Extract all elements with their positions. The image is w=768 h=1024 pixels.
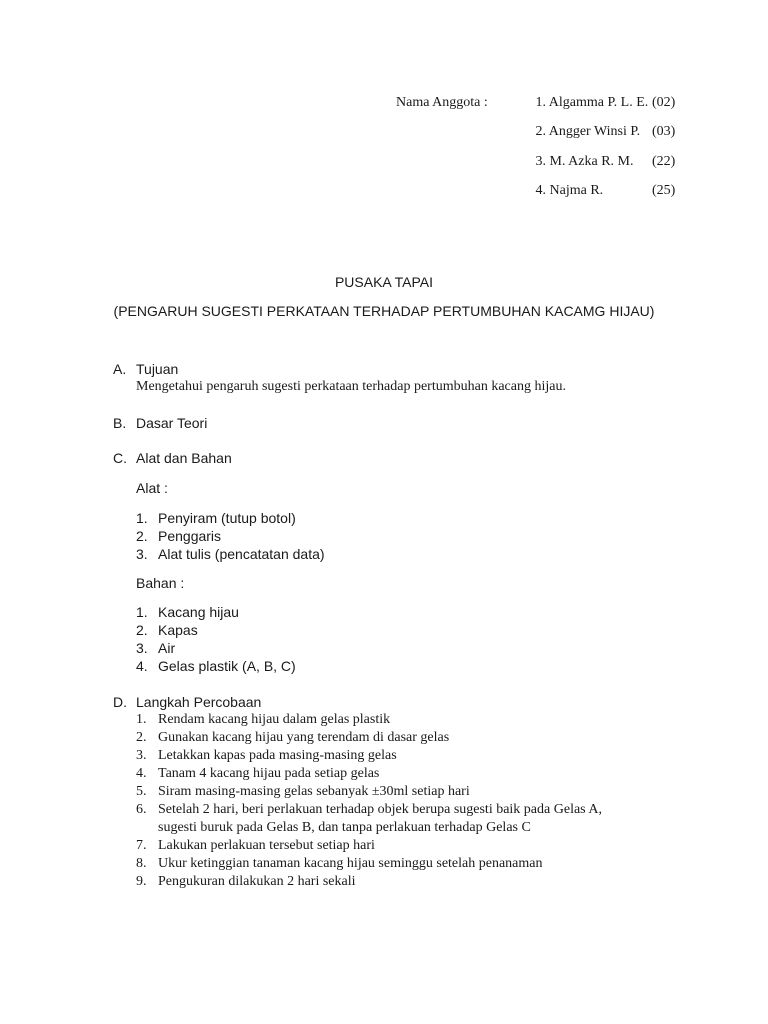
member-4 [530, 182, 603, 200]
member-number: 1. [535, 95, 546, 110]
member-2 [530, 123, 640, 141]
section-d-heading: Langkah Percobaan [136, 694, 262, 710]
member-code: (22) [652, 154, 676, 169]
member-name: M. Azka R. M. [549, 154, 634, 169]
document-subtitle: (PENGARUH SUGESTI PERKATAAN TERHADAP PERTUMBUHAN KACAMG HIJAU) [113, 303, 655, 319]
member-code: (25) [652, 183, 676, 198]
members-label: Nama Anggota : [396, 95, 488, 110]
section-a-text: Mengetahui pengaruh sugesti perkataan terhadap pertumbuhan kacang hijau. [136, 379, 566, 394]
section-c-heading: Alat dan Bahan [136, 450, 232, 466]
section-a-letter: A. [113, 361, 127, 377]
section-a-heading: Tujuan [136, 361, 179, 377]
materials-label: Bahan : [136, 575, 185, 591]
section-b-heading: Dasar Teori [136, 415, 208, 431]
member-name: Angger Winsi P. [548, 124, 641, 139]
member-1 [530, 94, 648, 112]
member-code: (02) [652, 95, 676, 110]
member-code: (03) [652, 124, 676, 139]
document-title: PUSAKA TAPAI [334, 274, 434, 290]
section-c-letter: C. [113, 450, 127, 466]
section-b-letter: B. [113, 415, 127, 431]
member-name: Algamma P. L. E. [548, 95, 649, 110]
member-number: 2. [535, 124, 546, 139]
member-name: Najma R. [549, 183, 604, 198]
section-d-letter: D. [113, 694, 127, 710]
member-number: 3. [535, 154, 546, 169]
tools-label: Alat : [136, 480, 168, 496]
member-3 [530, 153, 634, 171]
member-number: 4. [535, 183, 546, 198]
